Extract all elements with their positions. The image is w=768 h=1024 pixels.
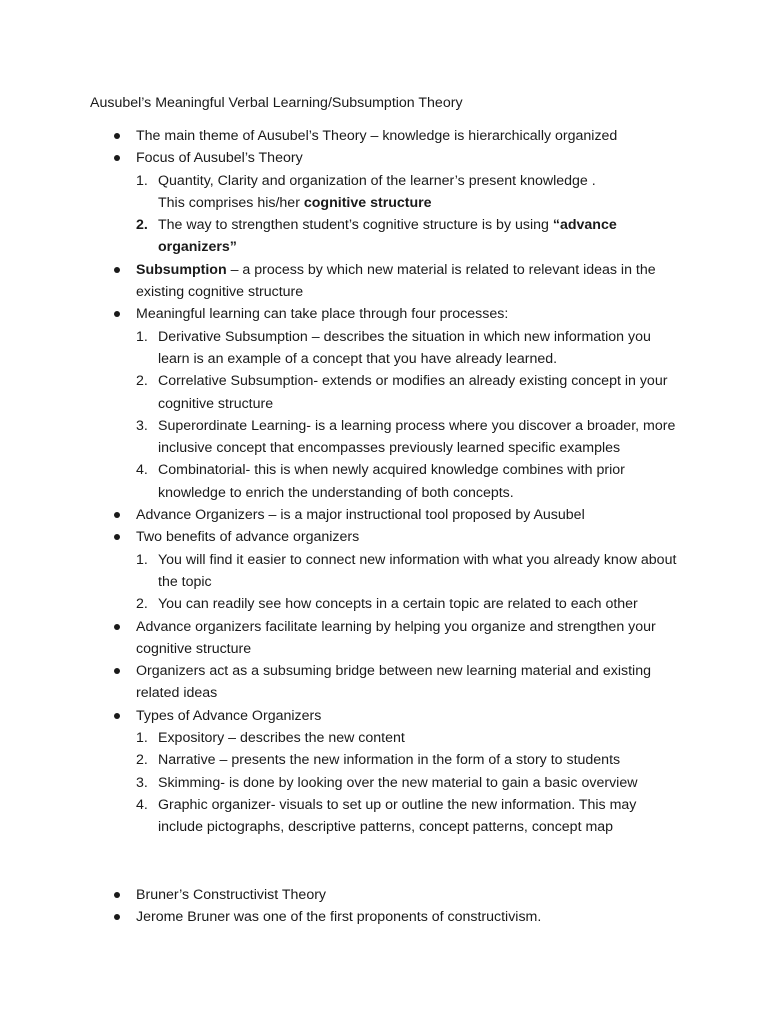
list-item [0,125,684,147]
item-text: Meaningful learning can take place through four processes: [136,306,509,323]
item-text: Advance Organizers – is a major instructional tool proposed by Ausubel [136,507,585,524]
item-number: 2. [136,217,148,234]
numbered-item [136,549,684,594]
item-text: The main theme of Ausubel’s Theory – knowledge is hierarchically organized [136,128,618,144]
item-text: You will find it easier to connect new information with what you already know about the topic [158,551,677,590]
item-text: Derivative Subsumption – describes the situation in which new information you learn is an example of a concept that you have already learned. [158,328,651,367]
numbered-list [136,170,684,259]
numbered-item [136,170,684,215]
list-item [0,259,684,304]
item-text: Narrative – presents the new information in the form of a story to students [158,752,621,769]
item-text: Bruner’s Constructivist Theory [136,886,327,903]
numbered-list [136,326,684,504]
document-title: Ausubel’s Meaningful Verbal Learning/Subsumption Theory [90,95,463,111]
item-text: The way to strengthen student’s cognitive structure is by using [158,217,553,234]
item-text: Focus of Ausubel’s Theory [136,150,303,167]
item-text: Jerome Bruner was one of the first proponents of constructivism. [136,908,542,925]
numbered-item [136,326,684,371]
numbered-list [136,549,684,616]
item-number: 1. [136,730,148,747]
item-number: 1. [136,172,148,189]
list-item [0,906,684,928]
item-text: Graphic organizer- visuals to set up or outline the new information. This may include pictographs, descriptive patterns, concept patterns, concept map [158,796,637,836]
item-text: Expository – describes the new content [158,730,405,747]
bold-term: Subsumption [136,261,227,278]
numbered-item [136,794,684,839]
item-text: Advance organizers facilitate learning by helping you organize and strengthen your cognitive structure [136,618,656,657]
item-number: 4. [136,796,148,813]
list-item [0,660,684,705]
item-number: 4. [136,462,148,479]
numbered-item [136,459,684,504]
numbered-item [136,370,684,415]
item-number: 1. [136,328,148,345]
numbered-item [136,749,684,771]
numbered-item [136,214,684,259]
item-number: 3. [136,774,148,791]
bold-term: cognitive structure [303,194,432,211]
item-text: – a process by which new material is related to relevant ideas in the existing cognitive structure [136,261,656,301]
list-item [0,526,684,615]
item-text: Correlative Subsumption- extends or modifies an already existing concept in your cognitive structure [158,373,668,412]
item-text: Superordinate Learning- is a learning process where you discover a broader, more inclusive concept that encompasses previously learned specific examples [158,417,676,457]
list-item [0,147,684,258]
item-number: 3. [136,417,148,434]
bold-term: “advance organizers” [158,217,617,256]
list-item [0,504,684,526]
item-text: Quantity, Clarity and organization of the learner’s present knowledge . [158,172,596,189]
list-item [0,616,684,661]
item-text: Skimming- is done by looking over the new material to gain a basic overview [158,774,638,791]
item-text: Two benefits of advance organizers [136,529,360,546]
item-text: This comprises his/her [158,194,304,211]
spacer [0,839,768,884]
list-item [0,705,684,839]
item-text: Types of Advance Organizers [136,707,322,724]
item-number: 2. [136,373,148,390]
item-text: You can readily see how concepts in a certain topic are related to each other [158,596,638,613]
item-number: 2. [136,752,148,769]
list-item [0,884,684,906]
numbered-item [136,727,684,749]
numbered-item [136,415,684,460]
item-number: 1. [136,551,148,568]
item-text: Organizers act as a subsuming bridge between new learning material and existing related ideas [136,663,651,702]
list-item [0,303,684,504]
bullet-list [0,125,768,928]
numbered-item [136,593,684,615]
numbered-list [136,727,684,838]
item-text: Combinatorial- this is when newly acquired knowledge combines with prior knowledge to enrich the understanding of both concepts. [158,462,625,501]
numbered-item [136,772,684,794]
item-number: 2. [136,596,148,613]
